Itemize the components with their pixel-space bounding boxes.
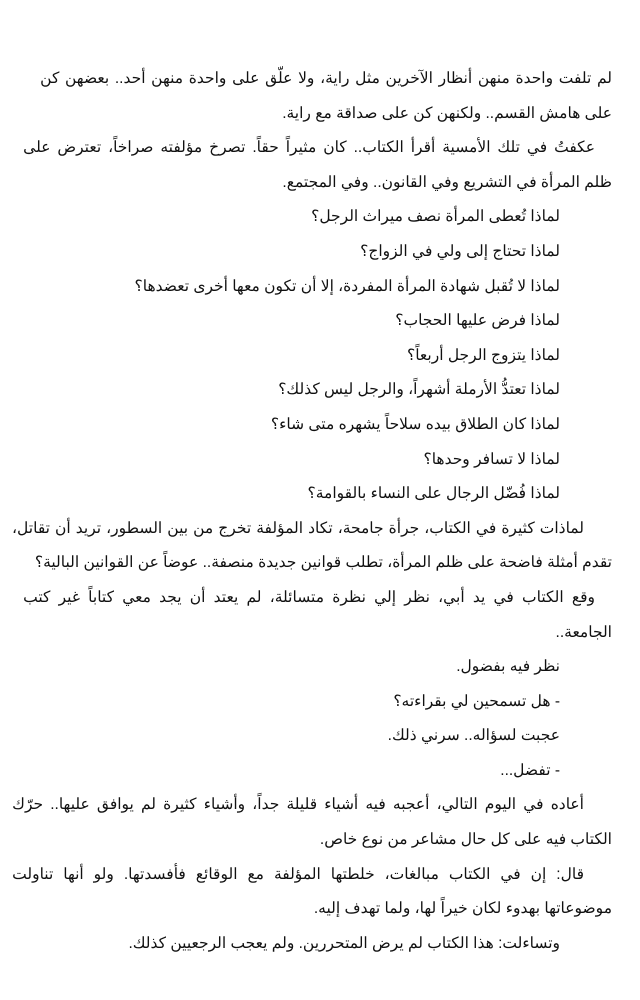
word: من: [193, 519, 214, 537]
word: جداً،: [252, 796, 280, 814]
word: أشياء: [324, 796, 359, 814]
word: تريد: [75, 519, 102, 537]
word: قال:: [556, 865, 584, 883]
word: إن: [530, 865, 547, 883]
paragraph-2-line-2: ظلم المرأة في التشريع وفي القانون.. وفي المجتمع.: [282, 173, 612, 191]
paragraph-5-line-2: الكتاب فيه على كل حال مشاعر من نوع خاص.: [319, 831, 612, 849]
word: فيه: [365, 796, 386, 814]
question-3: لماذا لا تُقبل شهادة المرأة المفردة، إلا أن تكون معها أخرى تعضدها؟: [134, 277, 560, 295]
word: لم: [246, 588, 262, 606]
word: مثل: [355, 70, 380, 87]
paragraph-5-line-1: [12, 788, 612, 823]
question-4: لماذا فرض عليها الحجاب؟: [395, 312, 560, 330]
word: على: [232, 70, 260, 87]
paragraph-6-line-2: موضوعاتها بهدوء لكان خيراً لها، ولما تهدف إليه.: [313, 900, 612, 918]
word: منهن: [151, 70, 184, 87]
question-5: لماذا يتزوج الرجل أربعاً؟: [406, 346, 560, 364]
word: كتاباً: [88, 588, 114, 606]
word: كن: [40, 70, 60, 87]
word: الأمسية: [442, 139, 491, 157]
word: في: [526, 139, 548, 157]
word: أنظار: [438, 70, 473, 87]
word: تقاتل،: [12, 519, 50, 537]
word: أنها: [63, 865, 84, 883]
word: ولو: [93, 865, 114, 883]
word: الآخرين: [385, 70, 433, 87]
word: كان: [323, 139, 347, 157]
word: يد: [472, 588, 486, 606]
word: كتب: [23, 588, 51, 606]
word: وأشياء: [203, 796, 246, 814]
word: تلك: [497, 139, 520, 157]
paragraph-1-line-1: [40, 62, 612, 97]
dialogue-1: نظر فيه بفضول.: [456, 658, 560, 676]
word: مع: [247, 865, 264, 883]
word: المؤلفة: [273, 865, 321, 883]
word: في: [523, 796, 544, 814]
word: أن: [189, 588, 206, 606]
word: فأفسدتها.: [123, 865, 186, 883]
word: لم: [596, 70, 612, 87]
question-6: لماذا تعتدُّ الأرملة أشهراً، والرجل ليس كذلك؟: [278, 381, 560, 399]
word: خلطتها: [330, 865, 375, 883]
dialogue-2: - هل تسمحين لي بقراءته؟: [393, 692, 560, 710]
word: في: [493, 588, 514, 606]
paragraph-3-line-2: تقدم أمثلة فاضحة على ظلم المرأة، تطلب قوانين جديدة منصفة.. عوضاً عن القوانين البالية؟: [34, 554, 612, 572]
word: يجد: [159, 588, 182, 606]
word: جامحة،: [337, 519, 384, 537]
word: أبي،: [438, 588, 465, 606]
word: الكتاب..: [353, 139, 404, 157]
word: واحدة: [515, 70, 554, 87]
word: كثيرة: [501, 519, 535, 537]
paragraph-7-line-1: وتساءلت: هذا الكتاب لم يرض المتحررين. ولم يعجب الرجعيين كذلك.: [128, 934, 560, 952]
question-2: لماذا تحتاج إلى ولي في الزواج؟: [360, 242, 560, 260]
question-9: لماذا فُضّل الرجال على النساء بالقوامة؟: [307, 485, 560, 503]
dialogue-3: عجبت لسؤاله.. سرني ذلك.: [387, 727, 560, 745]
word: معي: [122, 588, 151, 606]
word: تكاد: [308, 519, 333, 537]
word: إلي: [374, 588, 397, 606]
word: واحدة: [188, 70, 227, 87]
word: قليلة: [286, 796, 318, 814]
word: التالي،: [436, 796, 478, 814]
word: نظرة: [332, 588, 366, 606]
word: يوافق: [96, 796, 134, 814]
word: حقاً.: [252, 139, 279, 157]
word: تعترض: [57, 139, 102, 157]
word: يعتد: [213, 588, 239, 606]
word: مثيراً: [285, 139, 317, 157]
word: جرأة: [388, 519, 420, 537]
word: تلفت: [558, 70, 592, 87]
word: الوقائع: [195, 865, 238, 883]
word: في: [500, 865, 521, 883]
paragraph-3-line-1: [12, 512, 612, 547]
word: تناولت: [12, 865, 54, 883]
word: ولا: [298, 70, 315, 87]
word: مبالغات،: [384, 865, 439, 883]
word: صراخاً،: [108, 139, 154, 157]
paragraph-4-line-2: الجامعة..: [555, 623, 612, 641]
word: بين: [167, 519, 189, 537]
paragraph-1-line-2: على هامش القسم.. ولكنهن كن على صداقة مع راية.: [282, 104, 612, 122]
word: نظر: [404, 588, 430, 606]
word: علّق: [265, 70, 293, 87]
word: وقع: [571, 588, 595, 606]
word: في: [475, 519, 497, 537]
word: غير: [58, 588, 80, 606]
word: لم: [140, 796, 157, 814]
paragraph-6-line-1: [12, 858, 612, 893]
word: مؤلفته: [160, 139, 203, 157]
word: عكفتُ: [554, 139, 595, 157]
dialogue-4: - تفضل...: [500, 761, 560, 779]
word: راية،: [320, 70, 350, 87]
paragraph-4-line-1: [23, 581, 612, 616]
word: حرّك: [12, 796, 44, 814]
document-page: [12, 62, 612, 961]
word: منهن: [477, 70, 510, 87]
paragraph-2-line-1: [23, 131, 612, 166]
word: أحد..: [114, 70, 146, 87]
word: لماذات: [539, 519, 584, 537]
question-7: لماذا كان الطلاق بيده سلاحاً يشهره متى شاء؟: [270, 415, 560, 433]
word: تخرج: [218, 519, 252, 537]
word: تصرخ: [209, 139, 246, 157]
word: متسائلة،: [269, 588, 325, 606]
word: بعضهن: [65, 70, 110, 87]
word: المؤلفة: [256, 519, 304, 537]
question-8: لماذا لا تسافر وحدها؟: [423, 450, 560, 468]
word: الكتاب،: [424, 519, 471, 537]
word: كثيرة: [163, 796, 197, 814]
word: الكتاب: [448, 865, 491, 883]
question-1: لماذا تُعطى المرأة نصف ميراث الرجل؟: [311, 208, 560, 226]
word: أعاده: [550, 796, 584, 814]
word: عليها..: [50, 796, 90, 814]
word: أقرأ: [410, 139, 436, 157]
word: الكتاب: [522, 588, 564, 606]
word: على: [23, 139, 51, 157]
word: أن: [55, 519, 71, 537]
word: أعجبه: [392, 796, 430, 814]
word: السطور،: [106, 519, 163, 537]
word: اليوم: [484, 796, 517, 814]
